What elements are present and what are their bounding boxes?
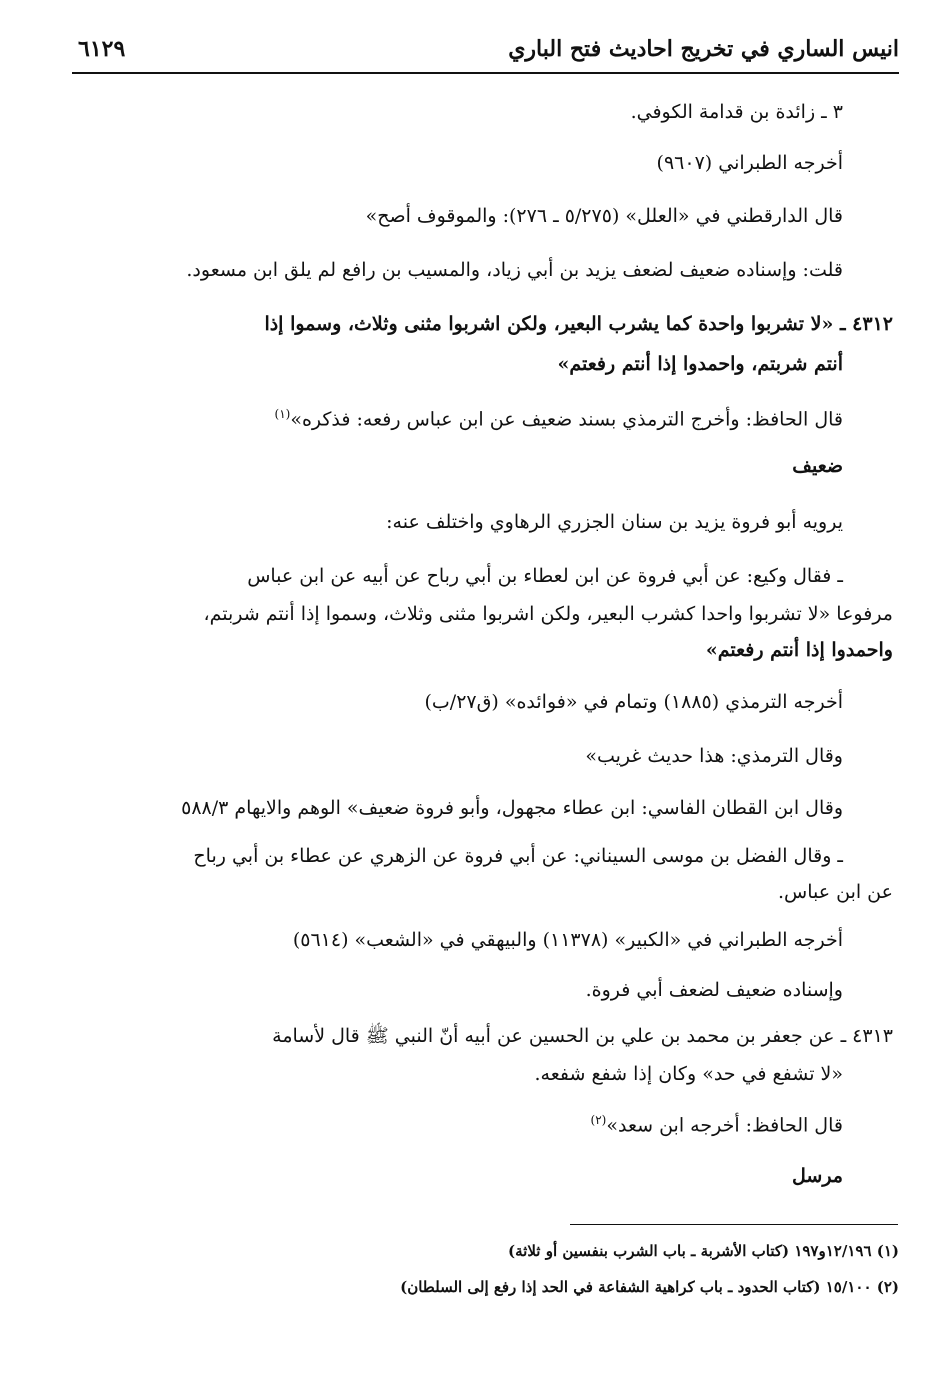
text-line: قال الدارقطني في «العلل» (٥/٢٧٥ ـ ٢٧٦): والموقوف أصح» xyxy=(365,205,843,227)
hadith-line: واحمدوا إذا أنتم رفعتم» xyxy=(705,639,893,661)
footnote-rule xyxy=(570,1224,898,1225)
page-header xyxy=(78,36,899,76)
text-line xyxy=(591,1106,843,1139)
grade-label: مرسل xyxy=(792,1165,843,1187)
footnote: (٢) ١٥/١٠٠ (كتاب الحدود ـ باب كراهية الشفاعة في الحد إذا رفع إلى السلطان) xyxy=(400,1278,899,1296)
text-line-body: قال الحافظ: أخرجه ابن سعد» xyxy=(606,1114,843,1137)
text-line-body: قال الحافظ: وأخرج الترمذي بسند ضعيف عن ابن عباس رفعه: فذكره» xyxy=(290,408,843,431)
text-line: ٣ ـ زائدة بن قدامة الكوفي. xyxy=(630,101,843,123)
text-line: عن ابن عباس. xyxy=(777,881,893,903)
text-line: «لا تشفع في حد» وكان إذا شفع شفعه. xyxy=(534,1063,843,1085)
text-line: أخرجه الطبراني (٩٦٠٧) xyxy=(656,152,843,174)
text-line xyxy=(275,400,844,433)
text-line: مرفوعا «لا تشربوا واحدا كشرب البعير، ولكن اشربوا مثنى وثلاث، وسموا إذا أنتم شربتم، xyxy=(203,603,893,625)
book-title: انيس الساري في تخريج احاديث فتح الباري xyxy=(508,36,899,62)
text-line: يرويه أبو فروة يزيد بن سنان الجزري الرهاوي واختلف عنه: xyxy=(386,511,843,533)
hadith-line: ٤٣١٢ ـ «لا تشربوا واحدة كما يشرب البعير، ولكن اشربوا مثنى وثلاث، وسموا إذا xyxy=(264,313,893,335)
text-line: ـ فقال وكيع: عن أبي فروة عن ابن لعطاء بن أبي رباح عن أبيه عن ابن عباس xyxy=(247,565,843,587)
footnote-ref: (١) xyxy=(274,407,291,421)
text-line: وإسناده ضعيف لضعف أبي فروة. xyxy=(585,979,843,1001)
text-line: أخرجه الترمذي (١٨٨٥) وتمام في «فوائده» (ق٢٧/ب) xyxy=(424,691,843,713)
hadith-line: أنتم شربتم، واحمدوا إذا أنتم رفعتم» xyxy=(557,353,843,375)
text-line: ـ وقال الفضل بن موسى السيناني: عن أبي فروة عن الزهري عن عطاء بن أبي رباح xyxy=(193,845,843,867)
grade-label: ضعيف xyxy=(792,455,843,477)
header-rule xyxy=(72,72,899,74)
page-number: ٦١٢٩ xyxy=(78,36,126,62)
text-line: وقال ابن القطان الفاسي: ابن عطاء مجهول، وأبو فروة ضعيف» الوهم والايهام ٥٨٨/٣ xyxy=(181,797,843,819)
hadith-line: ٤٣١٣ ـ عن جعفر بن محمد بن علي بن الحسين عن أبيه أنّ النبي ﷺ قال لأسامة xyxy=(272,1025,893,1047)
text-line: وقال الترمذي: هذا حديث غريب» xyxy=(585,745,843,767)
text-line: قلت: وإسناده ضعيف لضعف يزيد بن أبي زياد، والمسيب بن رافع لم يلق ابن مسعود. xyxy=(186,259,843,281)
text-line: أخرجه الطبراني في «الكبير» (١١٣٧٨) والبيهقي في «الشعب» (٥٦١٤) xyxy=(292,929,843,951)
footnote-ref: (٢) xyxy=(590,1113,607,1127)
footnote: (١) ١٢/١٩٦و١٩٧ (كتاب الأشربة ـ باب الشرب بنفسين أو ثلاثة) xyxy=(508,1242,899,1260)
